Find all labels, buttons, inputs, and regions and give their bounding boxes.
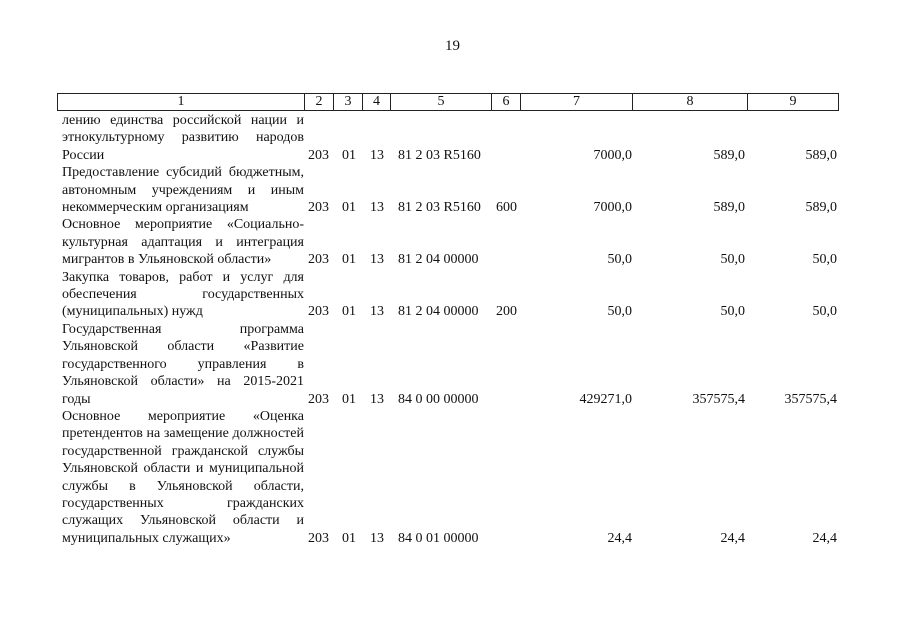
row-admin-code: 203 [308, 147, 329, 163]
table-row [62, 112, 837, 164]
row-target-article: 84 0 00 00000 [398, 391, 479, 407]
row-value-9: 50,0 [812, 304, 837, 320]
row-value-9: 589,0 [805, 147, 837, 163]
row-admin-code: 203 [308, 304, 329, 320]
row-value-8: 589,0 [713, 200, 745, 216]
table-header [57, 93, 839, 111]
row-value-9: 589,0 [805, 200, 837, 216]
row-value-8: 50,0 [720, 304, 745, 320]
table-row [62, 216, 837, 268]
row-name: Государственная программа Ульяновской области «Развитие государственного управления в Ульяновской области» на 2015-2021 годы [62, 321, 304, 407]
row-expense-type: 200 [496, 304, 517, 320]
table-body [62, 112, 837, 547]
header-col-9: 9 [789, 94, 797, 109]
row-target-article: 81 2 04 00000 [398, 304, 479, 320]
row-section: 01 [342, 304, 356, 320]
table-row [62, 164, 837, 216]
row-value-7: 50,0 [607, 304, 632, 320]
row-target-article: 81 2 03 R5160 [398, 147, 481, 163]
row-admin-code: 203 [308, 391, 329, 407]
table-row [62, 408, 837, 547]
row-name: Основное мероприятие «Оценка претендентов на замещение должностей государственной гражданской службы Ульяновской области и муниципальной службы в Ульяновской области, государственных гражданских служащих Ульяновской области и муниципальных служащих» [62, 408, 304, 546]
row-admin-code: 203 [308, 200, 329, 216]
row-subsection: 13 [370, 200, 384, 216]
row-value-7: 24,4 [607, 530, 632, 546]
row-value-8: 589,0 [713, 147, 745, 163]
row-section: 01 [342, 391, 356, 407]
page-number: 19 [445, 38, 460, 54]
table-row [62, 269, 837, 321]
row-name: лению единства российской нации и этнокультурному развитию народов России [62, 113, 304, 163]
row-value-9: 50,0 [812, 252, 837, 268]
header-col-1: 1 [58, 94, 305, 110]
row-expense-type: 600 [496, 200, 517, 216]
row-value-8: 24,4 [720, 530, 745, 546]
header-col-2: 2 [305, 94, 334, 110]
header-col-6: 6 [492, 94, 521, 110]
row-value-8: 50,0 [720, 252, 745, 268]
row-section: 01 [342, 200, 356, 216]
header-col-7: 7 [521, 94, 633, 110]
row-section: 01 [342, 252, 356, 268]
row-section: 01 [342, 530, 356, 546]
row-value-9: 24,4 [812, 530, 837, 546]
row-subsection: 13 [370, 147, 384, 163]
row-admin-code: 203 [308, 252, 329, 268]
header-col-8: 8 [633, 94, 748, 110]
row-value-7: 50,0 [607, 252, 632, 268]
row-subsection: 13 [370, 252, 384, 268]
row-value-7: 7000,0 [593, 147, 632, 163]
row-target-article: 81 2 04 00000 [398, 252, 479, 268]
row-value-7: 7000,0 [593, 200, 632, 216]
row-subsection: 13 [370, 391, 384, 407]
header-col-4: 4 [363, 94, 391, 110]
row-name: Основное мероприятие «Социально-культурная адаптация и интеграция мигрантов в Ульяновской области» [62, 217, 304, 268]
row-target-article: 84 0 01 00000 [398, 530, 479, 546]
table-row [62, 321, 837, 408]
row-name: Предоставление субсидий бюджетным, автономным учреждениям и иным некоммерческим организациям [62, 165, 304, 216]
row-value-9: 357575,4 [784, 391, 837, 407]
row-subsection: 13 [370, 304, 384, 320]
row-value-7: 429271,0 [579, 391, 632, 407]
header-col-5: 5 [391, 94, 492, 110]
header-col-3: 3 [334, 94, 363, 110]
row-admin-code: 203 [308, 530, 329, 546]
row-subsection: 13 [370, 530, 384, 546]
row-value-8: 357575,4 [692, 391, 745, 407]
row-section: 01 [342, 147, 356, 163]
row-target-article: 81 2 03 R5160 [398, 200, 481, 216]
row-name: Закупка товаров, работ и услуг для обеспечения государственных (муниципальных) нужд [62, 269, 304, 320]
